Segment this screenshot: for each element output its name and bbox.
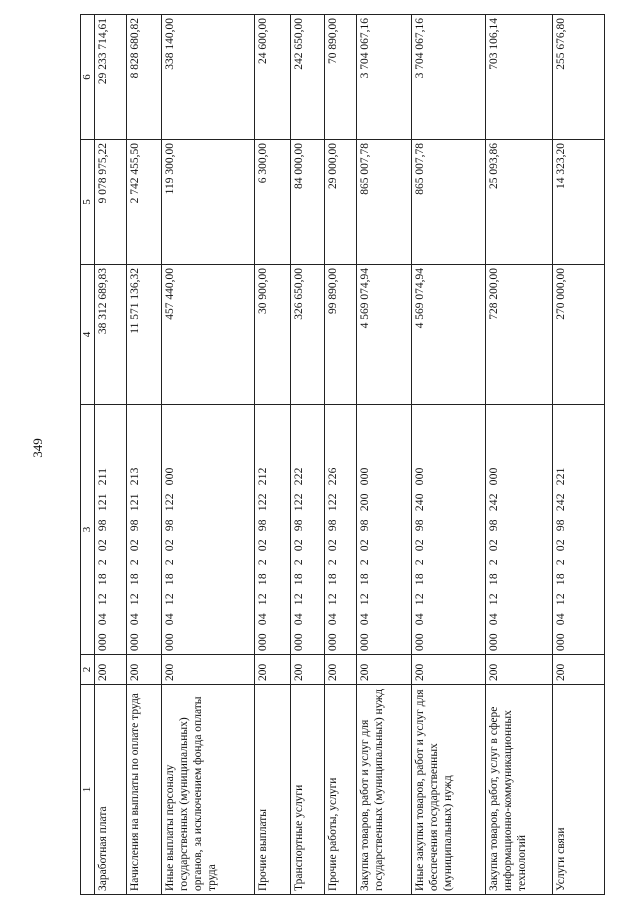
header-cell-2: 2 [81,655,95,685]
row-col2: 200 [254,655,290,685]
header-cell-1: 1 [81,685,95,895]
row-col2: 200 [357,655,412,685]
table-row [325,15,357,895]
table-row [357,15,412,895]
row-col5: 2 742 455,50 [127,140,162,265]
row-col6: 703 106,14 [485,15,553,140]
row-col2: 200 [127,655,162,685]
row-col6: 3 704 067,16 [357,15,412,140]
row-col4: 270 000,00 [553,265,605,405]
table-row [553,15,605,895]
row-col5: 865 007,78 [411,140,485,265]
row-col2: 200 [411,655,485,685]
table-row [290,15,325,895]
row-col2: 200 [290,655,325,685]
row-name: Услуги связи [553,685,605,895]
header-cell-4: 4 [81,265,95,405]
row-name: Прочие работы, услуги [325,685,357,895]
row-code: 000 04 12 18 2 02 98 200 000 [357,405,412,655]
row-col6: 24 600,00 [254,15,290,140]
row-col2: 200 [325,655,357,685]
row-name: Прочие выплаты [254,685,290,895]
row-col6: 338 140,00 [161,15,254,140]
row-col5: 865 007,78 [357,140,412,265]
row-col4: 99 890,00 [325,265,357,405]
table-row [411,15,485,895]
row-col5: 29 000,00 [325,140,357,265]
row-name: Начисления на выплаты по оплате труда [127,685,162,895]
row-name: Иные выплаты персоналу государственных (муниципальных) органов, за исключением фонда оплаты труда [161,685,254,895]
row-col6: 29 233 714,61 [95,15,127,140]
row-col6: 242 650,00 [290,15,325,140]
row-name: Закупка товаров, работ, услуг в сфере информационно-коммуникационных технологий [485,685,553,895]
row-col4: 4 569 074,94 [411,265,485,405]
row-col6: 70 890,00 [325,15,357,140]
row-col2: 200 [161,655,254,685]
row-name: Иные закупки товаров, работ и услуг для обеспечения государственных (муниципальных) нужд [411,685,485,895]
row-col4: 326 650,00 [290,265,325,405]
row-col5: 119 300,00 [161,140,254,265]
row-col6: 8 828 680,82 [127,15,162,140]
header-cell-3: 3 [81,405,95,655]
row-name: Закупка товаров, работ и услуг для государственных (муниципальных) нужд [357,685,412,895]
row-col4: 457 440,00 [161,265,254,405]
budget-table [80,14,605,895]
row-col6: 255 676,80 [553,15,605,140]
row-col5: 14 323,20 [553,140,605,265]
row-col5: 84 000,00 [290,140,325,265]
row-code: 000 04 12 18 2 02 98 121 213 [127,405,162,655]
row-col5: 9 078 975,22 [95,140,127,265]
table-row [161,15,254,895]
header-cell-6: 6 [81,15,95,140]
row-col4: 11 571 136,32 [127,265,162,405]
header-row [81,15,95,895]
table-row [127,15,162,895]
table-row [485,15,553,895]
row-code: 000 04 12 18 2 02 98 242 221 [553,405,605,655]
row-col2: 200 [553,655,605,685]
row-col4: 38 312 689,83 [95,265,127,405]
row-code: 000 04 12 18 2 02 98 242 000 [485,405,553,655]
row-code: 000 04 12 18 2 02 98 121 211 [95,405,127,655]
row-col6: 3 704 067,16 [411,15,485,140]
row-code: 000 04 12 18 2 02 98 122 226 [325,405,357,655]
row-code: 000 04 12 18 2 02 98 122 000 [161,405,254,655]
page-number: 349 [30,438,45,458]
row-name: Транспортные услуги [290,685,325,895]
row-name: Заработная плата [95,685,127,895]
row-col5: 6 300,00 [254,140,290,265]
table-row [95,15,127,895]
row-col4: 30 900,00 [254,265,290,405]
rotated-table-frame [80,15,605,895]
row-col2: 200 [485,655,553,685]
row-col4: 4 569 074,94 [357,265,412,405]
header-cell-5: 5 [81,140,95,265]
row-col2: 200 [95,655,127,685]
row-col4: 728 200,00 [485,265,553,405]
table-row [254,15,290,895]
row-code: 000 04 12 18 2 02 98 122 212 [254,405,290,655]
row-code: 000 04 12 18 2 02 98 122 222 [290,405,325,655]
row-code: 000 04 12 18 2 02 98 240 000 [411,405,485,655]
row-col5: 25 093,86 [485,140,553,265]
